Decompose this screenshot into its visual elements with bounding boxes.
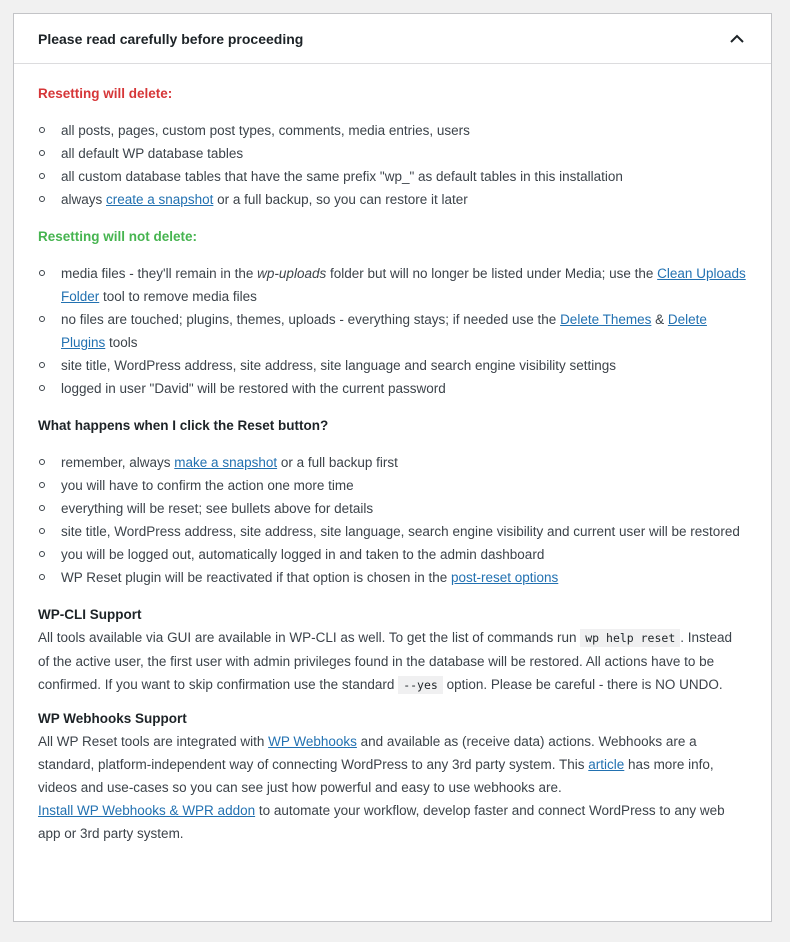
article-link[interactable]: article	[588, 757, 625, 772]
list-item: WP Reset plugin will be reactivated if that option is chosen in the post-reset options	[38, 566, 747, 589]
delete-plugins-link[interactable]: Delete Plugins	[61, 312, 707, 350]
list-item: site title, WordPress address, site address, site language and search engine visibility settings	[38, 354, 747, 377]
webhooks-title: WP Webhooks Support	[38, 711, 187, 726]
chevron-up-icon[interactable]	[727, 29, 747, 49]
panel-body	[14, 64, 771, 845]
yes-option-code: --yes	[398, 676, 443, 694]
will-delete-list	[38, 119, 747, 211]
reset-click-list	[38, 451, 747, 589]
wpcli-title: WP-CLI Support	[38, 607, 142, 622]
will-not-delete-heading: Resetting will not delete:	[38, 229, 198, 244]
list-item: logged in user "David" will be restored with the current password	[38, 377, 747, 400]
list-item: no files are touched; plugins, themes, uploads - everything stays; if needed use the Delete Themes & Delete Plugins tools	[38, 308, 747, 354]
list-item: always create a snapshot or a full backup, so you can restore it later	[38, 188, 747, 211]
wp-help-reset-code: wp help reset	[580, 629, 680, 647]
make-snapshot-link[interactable]: make a snapshot	[174, 455, 278, 470]
wp-webhooks-link[interactable]: WP Webhooks	[268, 734, 357, 749]
will-not-delete-list	[38, 262, 747, 400]
will-delete-heading: Resetting will delete:	[38, 86, 173, 101]
clean-uploads-folder-link[interactable]: Clean Uploads Folder	[61, 266, 746, 304]
post-reset-options-link[interactable]: post-reset options	[450, 570, 559, 585]
list-item: everything will be reset; see bullets above for details	[38, 497, 747, 520]
create-snapshot-link[interactable]: create a snapshot	[106, 192, 214, 207]
list-item: you will be logged out, automatically logged in and taken to the admin dashboard	[38, 543, 747, 566]
install-webhooks-addon-link[interactable]: Install WP Webhooks & WPR addon	[38, 803, 256, 818]
panel-title: Please read carefully before proceeding	[38, 30, 304, 47]
list-item: media files - they'll remain in the wp-uploads folder but will no longer be listed under Media; use the Clean Uploads Folder tool to remove media files	[38, 262, 747, 308]
list-item: all custom database tables that have the same prefix "wp_" as default tables in this installation	[38, 165, 747, 188]
info-panel	[13, 13, 772, 922]
list-item: site title, WordPress address, site address, site language, search engine visibility and current user will be restored	[38, 520, 747, 543]
webhooks-text: All WP Reset tools are integrated with WP Webhooks and available as (receive data) actions. Webhooks are a standard, platform-independent way of connecting WordPress to any 3rd party system. This article has more info, videos and use-cases so you can see just how powerful and easy to use webhooks are. Install WP Webhooks & WPR addon to automate your workflow, develop faster and connect WordPress to any web app or 3rd party system.	[38, 734, 725, 841]
delete-themes-link[interactable]: Delete Themes	[560, 312, 652, 327]
list-item: you will have to confirm the action one more time	[38, 474, 747, 497]
panel-header[interactable]	[14, 14, 771, 64]
list-item: all default WP database tables	[38, 142, 747, 165]
reset-click-heading: What happens when I click the Reset button?	[38, 418, 329, 433]
list-item: remember, always make a snapshot or a full backup first	[38, 451, 747, 474]
wpcli-text: All tools available via GUI are available in WP-CLI as well. To get the list of commands run wp help reset . Instead of the active user, the first user with admin privileges found in the database will be restored. All actions have to be confirmed. If you want to skip confirmation use the standard --yes option. Please be careful - there is NO UNDO.	[38, 630, 733, 692]
list-item: all posts, pages, custom post types, comments, media entries, users	[38, 119, 747, 142]
